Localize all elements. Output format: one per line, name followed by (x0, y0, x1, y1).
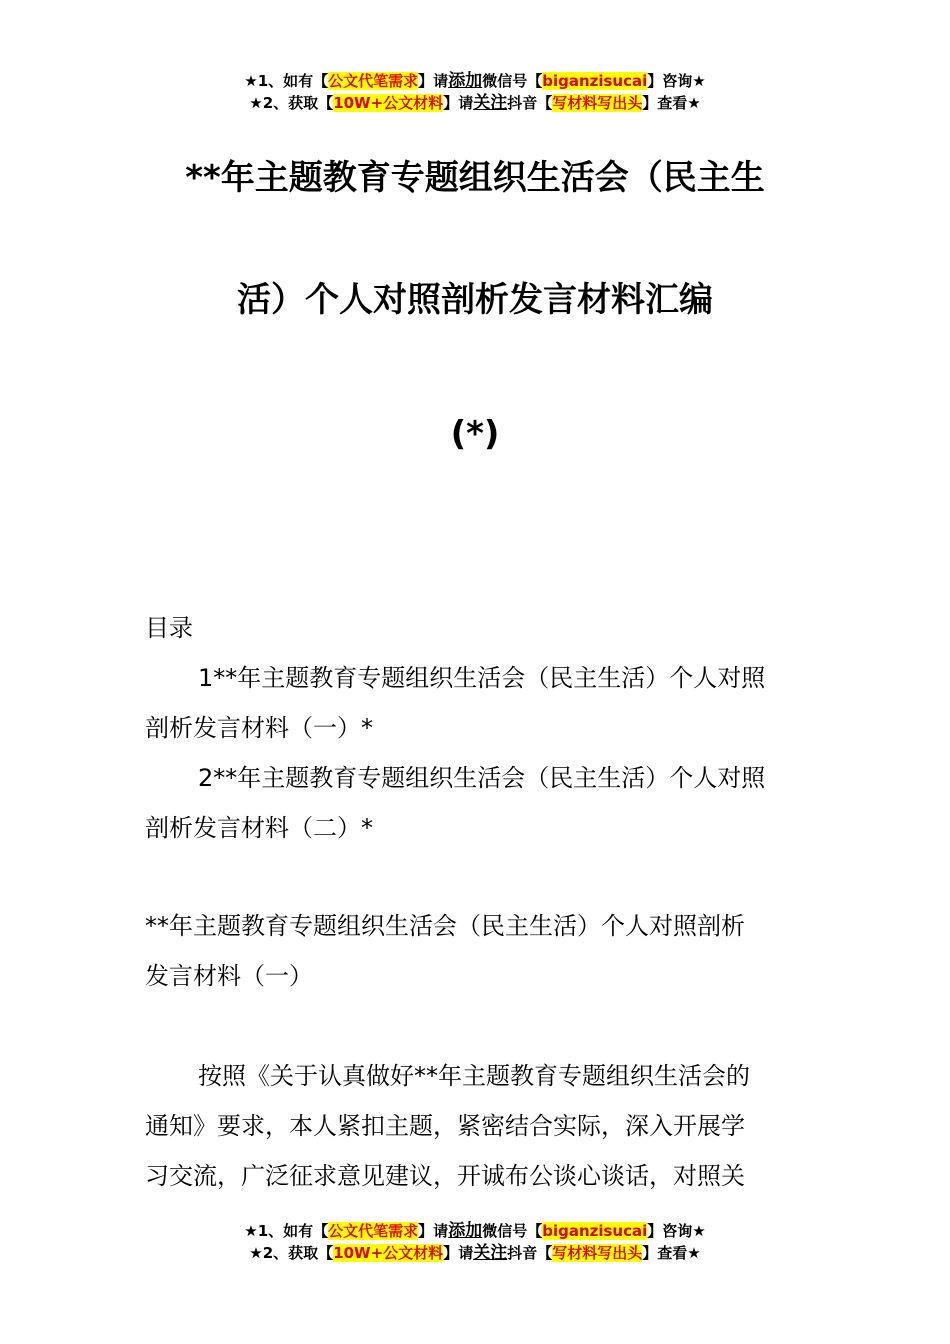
banner-line-1: ★1、如有【公文代笔需求】请添加微信号【biganzisucai】咨询★ (244, 71, 706, 91)
paragraph-line-3: 习交流，广泛征求意见建议，开诚布公谈心谈话，对照关 (145, 1162, 745, 1190)
banner-line-2: ★2、获取【10W+公文材料】请关注抖音【写材料写出头】查看★ (249, 93, 701, 113)
toc-item-1-line-1[interactable]: 1**年主题教育专题组织生活会（民主生活）个人对照 (198, 664, 766, 692)
document-title-line-2: 活）个人对照剖析发言材料汇编 (237, 280, 713, 320)
banner-emphasis: 关注 (473, 93, 508, 113)
banner-highlight: 公文代笔需求 (328, 72, 419, 90)
banner-highlight: 公文代笔需求 (328, 1222, 419, 1240)
document-title-line-1: **年主题教育专题组织生活会（民主生 (185, 158, 765, 198)
banner-douyin-id: 写材料写出头 (552, 94, 643, 112)
toc-item-2-line-2[interactable]: 剖析发言材料（二）* (145, 814, 373, 842)
banner-emphasis: 关注 (473, 1243, 508, 1263)
banner-wechat-id: biganzisucai (542, 1222, 648, 1240)
banner-douyin-id: 写材料写出头 (552, 1244, 643, 1262)
banner-emphasis: 添加 (448, 71, 483, 91)
paragraph-line-1: 按照《关于认真做好**年主题教育专题组织生活会的 (198, 1062, 750, 1090)
document-title-line-3: (*) (450, 414, 500, 454)
section-heading-line-1: **年主题教育专题组织生活会（民主生活）个人对照剖析 (145, 912, 745, 940)
toc-item-1-line-2[interactable]: 剖析发言材料（一）* (145, 714, 373, 742)
banner-highlight: 10W+公文材料 (333, 94, 444, 112)
banner-wechat-id: biganzisucai (542, 72, 648, 90)
footer-banner (0, 1220, 950, 1264)
toc-item-2-line-1[interactable]: 2**年主题教育专题组织生活会（民主生活）个人对照 (198, 764, 766, 792)
banner-line-1: ★1、如有【公文代笔需求】请添加微信号【biganzisucai】咨询★ (244, 1221, 706, 1241)
paragraph-line-2: 通知》要求，本人紧扣主题，紧密结合实际，深入开展学 (145, 1112, 745, 1140)
banner-highlight: 10W+公文材料 (333, 1244, 444, 1262)
banner-line-2: ★2、获取【10W+公文材料】请关注抖音【写材料写出头】查看★ (249, 1243, 701, 1263)
banner-emphasis: 添加 (448, 1221, 483, 1241)
toc-heading: 目录 (145, 614, 193, 642)
header-banner (0, 70, 950, 114)
section-heading-line-2: 发言材料（一） (145, 962, 313, 990)
